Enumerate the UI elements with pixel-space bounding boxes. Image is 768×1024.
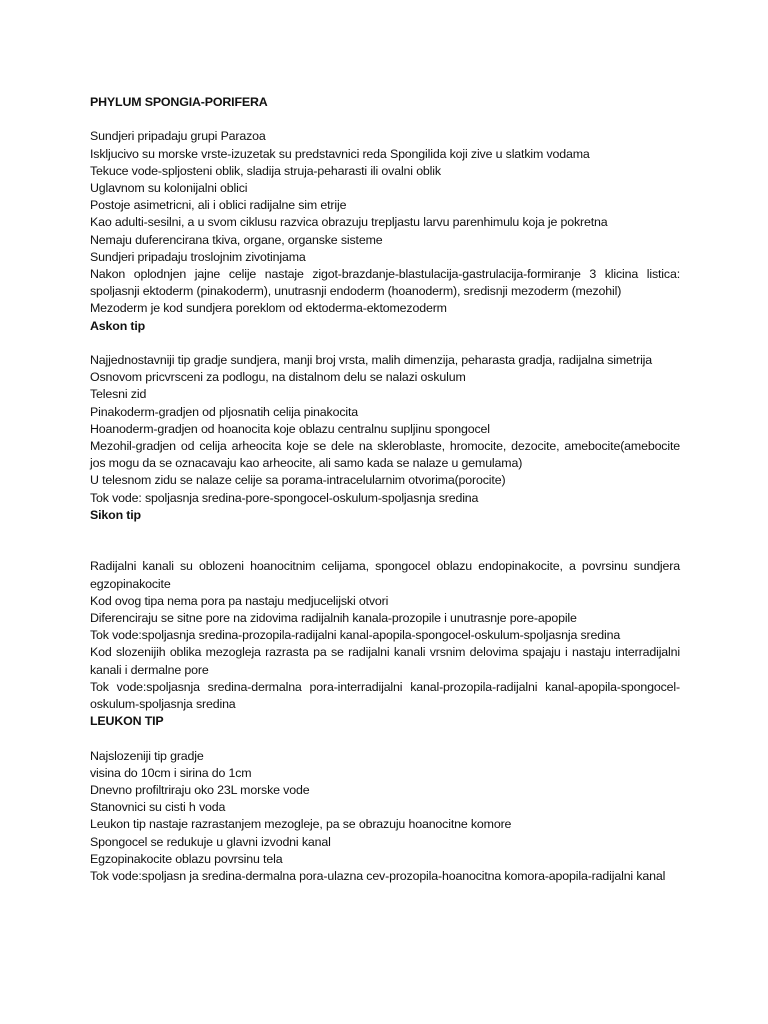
intro-line: Mezoderm je kod sundjera poreklom od ektoderma-ektomezoderm (90, 301, 447, 316)
askon-line: Hoanoderm-gradjen od hoanocita koje oblazu centralnu supljinu spongocel (90, 421, 490, 436)
intro-line: Iskljucivo su morske vrste-izuzetak su predstavnici reda Spongilida koji zive u slatkim vodama (90, 146, 590, 161)
askon-line: Mezohil-gradjen od celija arheocita koje se dele na skleroblaste, hromocite, dezocite, amebocite(amebocite jos mogu da se oznacavaju kao arheocite, ali samo kada se nalaze u gemulama) (90, 439, 680, 471)
leukon-heading: LEUKON TIP (90, 714, 164, 729)
leukon-line: Leukon tip nastaje razrastanjem mezogleje, pa se obrazuju hoanocitne komore (90, 817, 512, 832)
askon-line: Najjednostavniji tip gradje sundjera, manji broj vrsta, malih dimenzija, peharasta gradja, radijalna simetrija (90, 353, 653, 368)
leukon-line: visina do 10cm i sirina do 1cm (90, 765, 252, 780)
sikon-heading: Sikon tip (90, 507, 141, 522)
intro-line: Sundjeri pripadaju troslojnim zivotinjama (90, 249, 306, 264)
leukon-line: Egzopinakocite oblazu povrsinu tela (90, 851, 283, 866)
askon-section (90, 352, 680, 507)
intro-line: Nakon oplodnjen jajne celije nastaje zigot-brazdanje-blastulacija-gastrulacija-formiranje 3 klicina listica: spoljasnji ektoderm (pinakoderm), unutrasnji endoderm (hoanoderm), sredisnji mezoderm (mezohil) (90, 267, 680, 299)
intro-section (90, 128, 680, 317)
leukon-line: Spongocel se redukuje u glavni izvodni kanal (90, 834, 331, 849)
leukon-line: Tok vode:spoljasn ja sredina-dermalna pora-ulazna cev-prozopila-hoanocitna komora-apopila-radijalni kanal (90, 869, 666, 884)
sikon-line: Kod slozenijih oblika mezogleja razrasta pa se radijalni kanali vrsnim delovima spajaju i nastaju interradijalni kanali i dermalne pore (90, 645, 680, 677)
askon-line: U telesnom zidu se nalaze celije sa porama-intracelularnim otvorima(porocite) (90, 473, 506, 488)
leukon-line: Dnevno profiltriraju oko 23L morske vode (90, 783, 310, 798)
sikon-line: Diferenciraju se sitne pore na zidovima radijalnih kanala-prozopile i unutrasnje pore-apopile (90, 611, 577, 626)
document-title: PHYLUM SPONGIA-PORIFERA (90, 95, 268, 109)
leukon-line: Najslozeniji tip gradje (90, 748, 204, 763)
sikon-line: Kod ovog tipa nema pora pa nastaju medjucelijski otvori (90, 593, 389, 608)
sikon-section (90, 558, 680, 713)
askon-line: Telesni zid (90, 387, 147, 402)
sikon-line: Radijalni kanali su oblozeni hoanocitnim celijama, spongocel oblazu endopinakocite, a povrsinu sundjera egzopinakocite (90, 559, 680, 591)
askon-line: Pinakoderm-gradjen od pljosnatih celija pinakocita (90, 404, 359, 419)
intro-line: Postoje asimetricni, ali i oblici radijalne sim etrije (90, 198, 347, 213)
intro-line: Uglavnom su kolonijalni oblici (90, 181, 248, 195)
intro-line: Tekuce vode-spljosteni oblik, sladija struja-peharasti ili ovalni oblik (90, 163, 441, 178)
intro-line: Sundjeri pripadaju grupi Parazoa (90, 129, 266, 144)
askon-line: Osnovom pricvrsceni za podlogu, na distalnom delu se nalazi oskulum (90, 370, 466, 385)
sikon-line: Tok vode:spoljasnja sredina-prozopila-radijalni kanal-apopila-spongocel-oskulum-spoljasnja sredina (90, 628, 621, 643)
askon-heading: Askon tip (90, 318, 146, 333)
intro-line: Nemaju duferencirana tkiva, organe, organske sisteme (90, 232, 383, 247)
sikon-line: Tok vode:spoljasnja sredina-dermalna pora-interradijalni kanal-prozopila-radijalni kanal-apopila-spongocel-oskulum-spoljasnja sredina (90, 679, 680, 712)
intro-line: Kao adulti-sesilni, a u svom ciklusu razvica obrazuju trepljastu larvu parenhimulu koja je pokretna (90, 215, 608, 230)
askon-line: Tok vode: spoljasnja sredina-pore-spongocel-oskulum-spoljasnja sredina (90, 490, 479, 505)
leukon-section (90, 748, 680, 886)
leukon-line: Stanovnici su cisti h voda (90, 800, 226, 815)
